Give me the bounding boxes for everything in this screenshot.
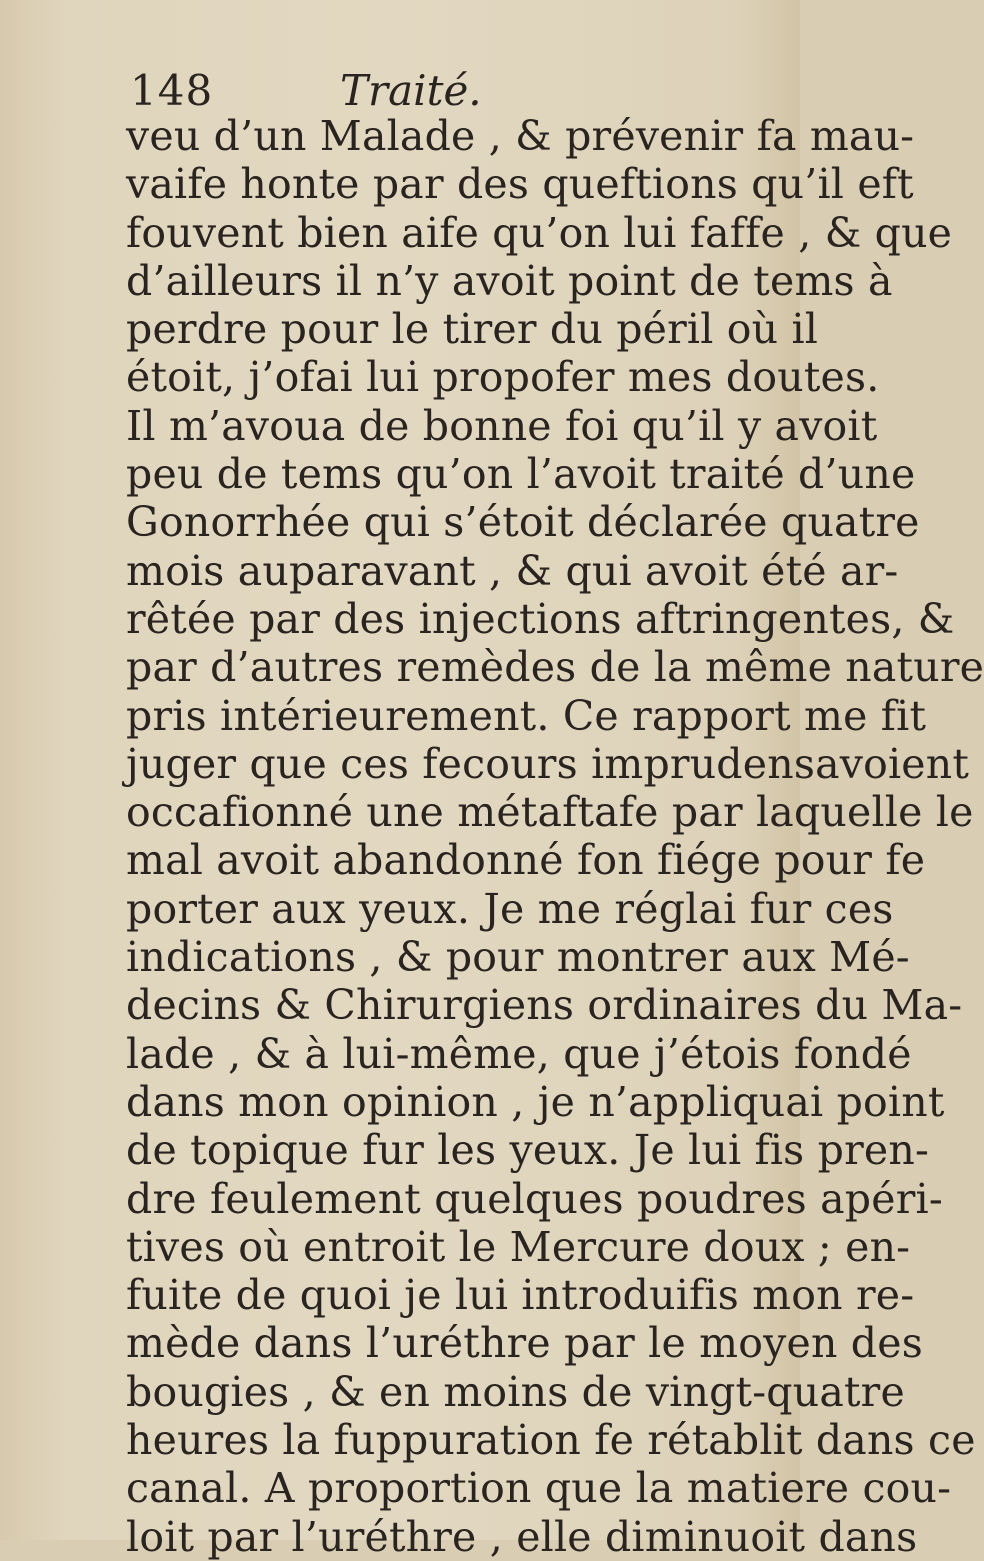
body-text <box>126 112 984 1561</box>
text-line: tives où entroit le Mercure doux ; en- <box>126 1222 911 1271</box>
text-line: vaife honte par des queftions qu’il eft <box>126 160 914 209</box>
page-header <box>130 66 750 116</box>
text-line: mal avoit abandonné fon fiége pour fe <box>126 836 926 885</box>
text-line: mois auparavant , & qui avoit été ar- <box>126 546 899 595</box>
text-line: dans mon opinion , je n’appliquai point <box>126 1077 945 1126</box>
text-line: indications , & pour montrer aux Mé- <box>126 933 910 982</box>
text-line: de topique fur les yeux. Je lui fis pren- <box>126 1126 930 1175</box>
text-line: mède dans l’uréthre par le moyen des <box>126 1319 923 1368</box>
text-line: Il m’avoua de bonne foi qu’il y avoit <box>126 401 878 450</box>
text-line: juger que ces fecours imprudensavoient <box>126 739 970 788</box>
text-line: occafionné une métaftafe par laquelle le <box>126 788 974 837</box>
text-line: decins & Chirurgiens ordinaires du Ma- <box>126 981 963 1030</box>
text-line: canal. A proportion que la matiere cou- <box>126 1464 952 1513</box>
text-line: lade , & à lui-même, que j’étois fondé <box>126 1029 912 1078</box>
text-line: par d’autres remèdes de la même nature <box>126 643 984 692</box>
text-line: Gonorrhée qui s’étoit déclarée quatre <box>126 498 920 547</box>
text-line: fuite de quoi je lui introduifis mon re- <box>126 1271 915 1320</box>
text-line: fouvent bien aife qu’on lui faffe , & que <box>126 208 953 257</box>
text-line: dre feulement quelques poudres apéri- <box>126 1174 943 1223</box>
text-line: loit par l’uréthre , elle diminuoit dans <box>126 1512 918 1561</box>
text-line: bougies , & en moins de vingt-quatre <box>126 1367 905 1416</box>
running-title: Traité. <box>340 66 482 115</box>
text-line: veu d’un Malade , & prévenir fa mau- <box>126 112 915 160</box>
text-line: étoit, j’ofai lui propofer mes doutes. <box>126 353 880 402</box>
page-number: 148 <box>130 66 214 115</box>
text-line: rêtée par des injections aftringentes, & <box>126 594 955 643</box>
text-line: heures la fuppuration fe rétablit dans ce <box>126 1416 976 1465</box>
text-line: perdre pour le tirer du péril où il <box>126 305 819 354</box>
text-line: d’ailleurs il n’y avoit point de tems à <box>126 256 893 305</box>
text-line: pris intérieurement. Ce rapport me fit <box>126 691 927 740</box>
text-line: porter aux yeux. Je me réglai fur ces <box>126 884 894 933</box>
text-line: peu de tems qu’on l’avoit traité d’une <box>126 450 916 499</box>
